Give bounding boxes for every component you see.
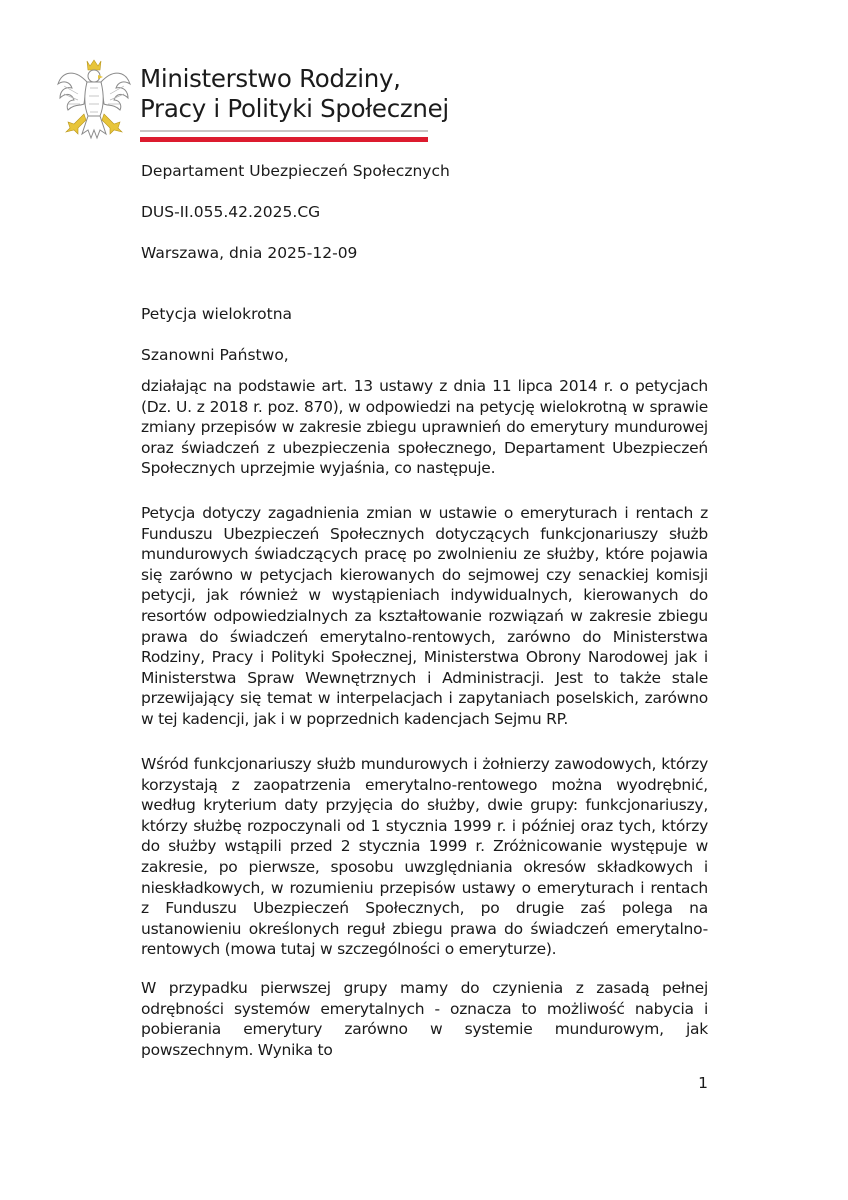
polish-eagle-emblem-icon bbox=[54, 58, 134, 142]
body-paragraph-4: W przypadku pierwszej grupy mamy do czynienia z zasadą pełnej odrębności systemów emerytalnych - oznacza to możliwość nabycia i pobierania emerytury zarówno w systemie mundurowym, jak powszechnym. Wynika to bbox=[141, 979, 708, 1059]
header-divider-gray bbox=[140, 130, 428, 132]
letterhead bbox=[54, 58, 449, 148]
salutation: Szanowni Państwo, bbox=[141, 346, 289, 364]
ministry-name-line-1: Ministerstwo Rodziny, bbox=[140, 64, 401, 93]
ministry-name bbox=[140, 64, 449, 124]
page-number: 1 bbox=[698, 1074, 708, 1092]
ministry-name-line-2: Pracy i Polityki Społecznej bbox=[140, 94, 449, 123]
reference-number: DUS-II.055.42.2025.CG bbox=[141, 203, 321, 221]
body-paragraph-1: działając na podstawie art. 13 ustawy z dnia 11 lipca 2014 r. o petycjach (Dz. U. z 2018 r. poz. 870), w odpowiedzi na petycję wielokrotną w sprawie zmiany przepisów w zakresie zbiegu uprawnień do emerytury mundurowej oraz świadczeń z ubezpieczenia społecznego, Departament Ubezpieczeń Społecznych uprzejmie wyjaśnia, co następuje. bbox=[141, 377, 708, 478]
body-paragraph-2: Petycja dotyczy zagadnienia zmian w ustawie o emeryturach i rentach z Funduszu Ubezpieczeń Społecznych dotyczących funkcjonariuszy służb mundurowych świadczących pracę po zwolnieniu ze służby, które pojawia się zarówno w petycjach kierowanych do sejmowej czy senackiej komisji petycji, jak również w wystąpieniach indywidualnych, kierowanych do resortów odpowiedzialnych za kształtowanie rozwiązań w zakresie zbiegu prawa do świadczeń emerytalno-rentowych, zarówno do Ministerstwa Rodziny, Pracy i Polityki Społecznej, Ministerstwa Obrony Narodowej jak i Ministerstwa Spraw Wewnętrznych i Administracji. Jest to także stale przewijający się temat w interpelacjach i zapytaniach poselskich, zarówno w tej kadencji, jak i w poprzednich kadencjach Sejmu RP. bbox=[141, 504, 708, 728]
place-and-date: Warszawa, dnia 2025-12-09 bbox=[141, 244, 358, 262]
letter-subject: Petycja wielokrotna bbox=[141, 305, 293, 323]
body-paragraph-3: Wśród funkcjonariuszy służb mundurowych i żołnierzy zawodowych, którzy korzystają z zaopatrzenia emerytalno-rentowego można wyodrębnić, według kryterium daty przyjęcia do służby, dwie grupy: funkcjonariuszy, którzy służbę rozpoczynali od 1 stycznia 1999 r. i później oraz tych, którzy do służby wstąpili przed 2 stycznia 1999 r. Zróżnicowanie występuje w zakresie, po pierwsze, sposobu uwzględniania okresów składkowych i nieskładkowych, w rozumieniu przepisów ustawy o emeryturach i rentach z Funduszu Ubezpieczeń Społecznych, po drugie zaś polega na ustanowieniu określonych reguł zbiegu prawa do świadczeń emerytalno-rentowych (mowa tutaj w szczególności o emeryturze). bbox=[141, 755, 708, 959]
department-name: Departament Ubezpieczeń Społecznych bbox=[141, 162, 450, 180]
header-divider-red bbox=[140, 137, 428, 142]
